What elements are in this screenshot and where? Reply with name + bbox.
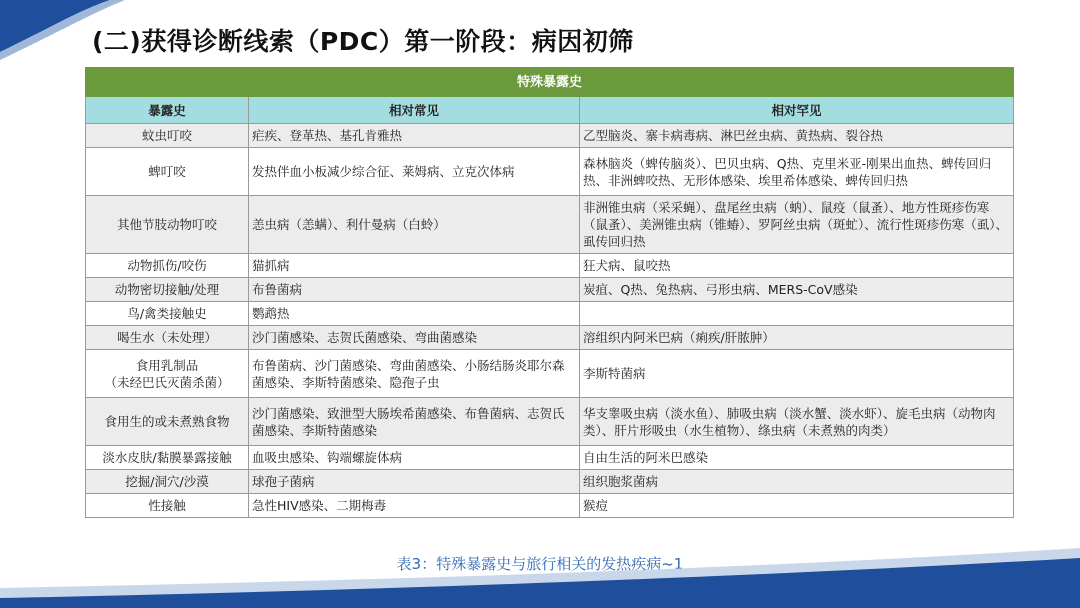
exposure-cell: 其他节肢动物叮咬 — [86, 196, 249, 254]
exposure-table-container — [85, 67, 1013, 518]
common-cell: 鹦鹉热 — [249, 302, 580, 326]
exposure-cell: 动物密切接触/处理 — [86, 278, 249, 302]
common-cell: 球孢子菌病 — [249, 470, 580, 494]
common-cell: 疟疾、登革热、基孔肯雅热 — [249, 124, 580, 148]
common-cell: 沙门菌感染、致泄型大肠埃希菌感染、布鲁菌病、志贺氏菌感染、李斯特菌感染 — [249, 398, 580, 446]
table-row — [86, 254, 1014, 278]
exposure-cell: 性接触 — [86, 494, 249, 518]
rare-cell: 组织胞浆菌病 — [580, 470, 1014, 494]
common-cell: 血吸虫感染、钩端螺旋体病 — [249, 446, 580, 470]
common-cell: 布鲁菌病 — [249, 278, 580, 302]
table-row — [86, 148, 1014, 196]
common-cell: 恙虫病（恙螨）、利什曼病（白蛉） — [249, 196, 580, 254]
table-row — [86, 302, 1014, 326]
bottom-wave-decoration — [0, 548, 1080, 608]
table-row — [86, 124, 1014, 148]
rare-cell: 溶组织内阿米巴病（痢疾/肝脓肿） — [580, 326, 1014, 350]
table-row — [86, 446, 1014, 470]
table-row — [86, 326, 1014, 350]
common-cell: 布鲁菌病、沙门菌感染、弯曲菌感染、小肠结肠炎耶尔森菌感染、李斯特菌感染、隐孢子虫 — [249, 350, 580, 398]
rare-cell: 李斯特菌病 — [580, 350, 1014, 398]
exposure-cell: 淡水皮肤/黏膜暴露接触 — [86, 446, 249, 470]
table-row — [86, 350, 1014, 398]
exposure-cell: 蚊虫叮咬 — [86, 124, 249, 148]
exposure-cell: 动物抓伤/咬伤 — [86, 254, 249, 278]
table-row — [86, 470, 1014, 494]
rare-cell: 狂犬病、鼠咬热 — [580, 254, 1014, 278]
rare-cell: 森林脑炎（蜱传脑炎）、巴贝虫病、Q热、克里米亚-刚果出血热、蜱传回归热、非洲蜱咬热、无形体感染、埃里希体感染、蜱传回归热 — [580, 148, 1014, 196]
rare-cell: 自由生活的阿米巴感染 — [580, 446, 1014, 470]
table-caption: 表3：特殊暴露史与旅行相关的发热疾病~1 — [396, 555, 684, 573]
exposure-cell: 食用生的或未煮熟食物 — [86, 398, 249, 446]
rare-cell: 乙型脑炎、寨卡病毒病、淋巴丝虫病、黄热病、裂谷热 — [580, 124, 1014, 148]
exposure-cell: 喝生水（未处理） — [86, 326, 249, 350]
rare-cell: 猴痘 — [580, 494, 1014, 518]
rare-cell: 华支睾吸虫病（淡水鱼）、肺吸虫病（淡水蟹、淡水虾）、旋毛虫病（动物肉类）、肝片形吸虫（水生植物）、绦虫病（未煮熟的肉类） — [580, 398, 1014, 446]
exposure-cell: 挖掘/洞穴/沙漠 — [86, 470, 249, 494]
table-row — [86, 398, 1014, 446]
common-cell: 发热伴血小板减少综合征、莱姆病、立克次体病 — [249, 148, 580, 196]
col-header-exposure: 暴露史 — [86, 97, 249, 124]
col-header-common: 相对常见 — [249, 97, 580, 124]
table-row — [86, 494, 1014, 518]
page-title: (二)获得诊断线索（PDC）第一阶段：病因初筛 — [92, 27, 634, 56]
rare-cell — [580, 302, 1014, 326]
exposure-cell: 蜱叮咬 — [86, 148, 249, 196]
table-row — [86, 196, 1014, 254]
table-row — [86, 278, 1014, 302]
rare-cell: 炭疽、Q热、兔热病、弓形虫病、MERS-CoV感染 — [580, 278, 1014, 302]
common-cell: 急性HIV感染、二期梅毒 — [249, 494, 580, 518]
col-header-rare: 相对罕见 — [580, 97, 1014, 124]
common-cell: 猫抓病 — [249, 254, 580, 278]
rare-cell: 非洲锥虫病（采采蝇）、盘尾丝虫病（蚋）、鼠疫（鼠蚤）、地方性斑疹伤寒（鼠蚤）、美洲锥虫病（锥蝽）、罗阿丝虫病（斑虻）、流行性斑疹伤寒（虱）、虱传回归热 — [580, 196, 1014, 254]
exposure-cell: 食用乳制品 （未经巴氏灭菌杀菌） — [86, 350, 249, 398]
common-cell: 沙门菌感染、志贺氏菌感染、弯曲菌感染 — [249, 326, 580, 350]
exposure-cell: 鸟/禽类接触史 — [86, 302, 249, 326]
table-main-header: 特殊暴露史 — [86, 68, 1014, 97]
exposure-table — [85, 67, 1014, 518]
